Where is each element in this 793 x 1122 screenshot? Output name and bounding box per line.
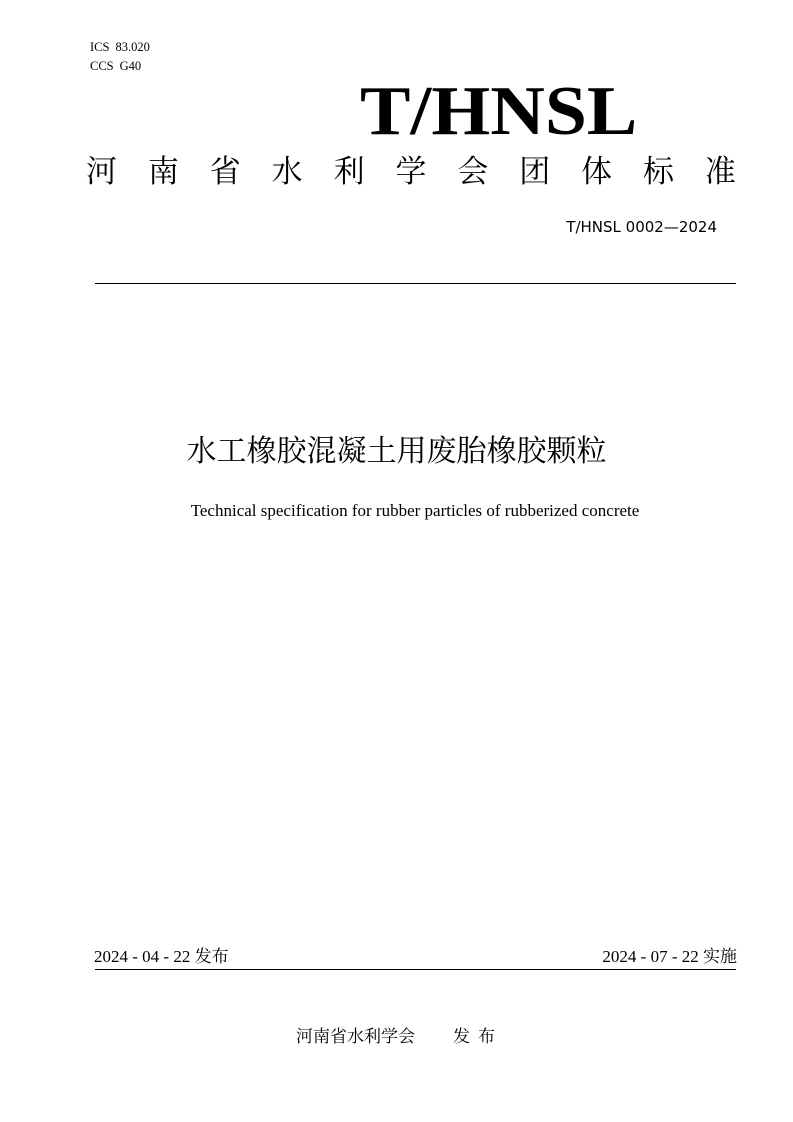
category-char: 南: [147, 154, 179, 190]
implementation-date-label: 实施: [703, 947, 737, 967]
issue-date-value: 2024 - 04 - 22: [94, 947, 191, 966]
ccs-code: G40: [119, 59, 142, 73]
issue-date-label: 发布: [194, 947, 229, 967]
publisher-action: 发布: [453, 1027, 503, 1047]
document-title-chinese: 水工橡胶混凝土用废胎橡胶颗粒: [186, 434, 607, 469]
header-divider: [95, 283, 736, 284]
footer-divider: [95, 969, 736, 970]
standard-category: [86, 148, 736, 196]
implementation-date-value: 2024 - 07 - 22: [602, 947, 699, 966]
standard-number: T/HNSL 0002—2024: [566, 218, 717, 236]
ccs-label: CCS: [90, 59, 114, 73]
ics-row: [90, 38, 150, 57]
category-char: 省: [209, 154, 241, 190]
standard-logo: T/HNSL: [360, 73, 638, 150]
ics-label: ICS: [90, 40, 110, 54]
category-char: 水: [271, 154, 303, 190]
document-title-english: Technical specification for rubber particles of rubberized concrete: [190, 501, 640, 520]
category-char: 河: [86, 154, 117, 190]
publisher: [296, 1024, 503, 1050]
classification-codes: [90, 38, 150, 76]
implementation-date: [602, 945, 737, 969]
category-char: 利: [333, 154, 365, 190]
category-char: 体: [581, 154, 613, 190]
ccs-row: [90, 57, 150, 76]
category-char: 团: [519, 154, 551, 190]
category-char: 学: [395, 154, 427, 190]
publisher-name: 河南省水利学会: [296, 1027, 415, 1047]
category-char: 标: [643, 154, 675, 190]
category-char: 会: [457, 154, 489, 190]
category-char: 准: [704, 154, 736, 190]
issue-date: [94, 945, 229, 969]
ics-code: 83.020: [115, 40, 150, 54]
